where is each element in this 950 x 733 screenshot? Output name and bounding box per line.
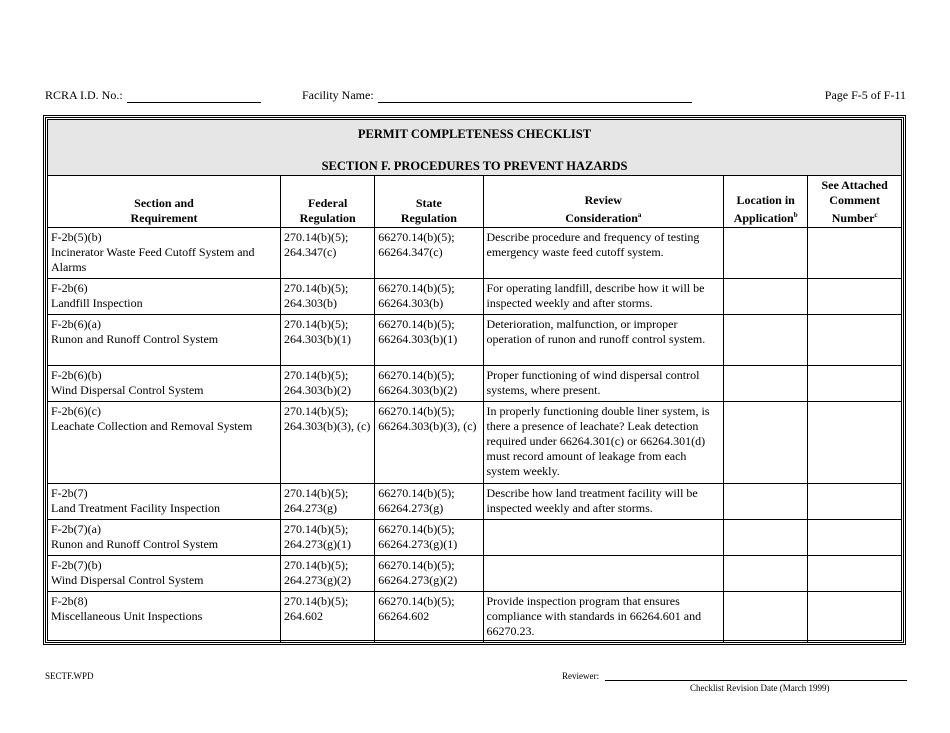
rcra-id-field bbox=[45, 88, 261, 103]
state-regulation-cell: 66270.14(b)(5); 66264.273(g)(1) bbox=[375, 520, 483, 556]
section-requirement-cell bbox=[48, 228, 281, 279]
state-regulation-cell: 66270.14(b)(5); 66264.303(b)(3), (c) bbox=[375, 402, 483, 484]
section-requirement-cell bbox=[48, 315, 281, 366]
comment-number-cell[interactable] bbox=[808, 279, 901, 315]
col-state-regulation: State Regulation bbox=[375, 176, 483, 228]
requirement-text: Land Treatment Facility Inspection bbox=[51, 501, 220, 515]
state-regulation-cell: 66270.14(b)(5); 66264.273(g)(2) bbox=[375, 556, 483, 592]
federal-regulation-cell: 270.14(b)(5); 264.303(b)(1) bbox=[281, 315, 375, 366]
location-in-application-cell[interactable] bbox=[724, 315, 808, 366]
section-requirement-cell bbox=[48, 279, 281, 315]
title-band bbox=[48, 120, 901, 176]
review-consideration-cell: Proper functioning of wind dispersal control systems, where present. bbox=[483, 366, 724, 402]
section-requirement-cell bbox=[48, 484, 281, 520]
comment-number-cell[interactable] bbox=[808, 520, 901, 556]
section-code: F-2b(6)(b) bbox=[51, 368, 102, 382]
section-code: F-2b(6)(a) bbox=[51, 317, 101, 331]
table-row bbox=[48, 402, 901, 484]
table-row bbox=[48, 520, 901, 556]
location-in-application-cell[interactable] bbox=[724, 556, 808, 592]
section-requirement-cell bbox=[48, 366, 281, 402]
reviewer-blank[interactable] bbox=[605, 672, 907, 681]
page-number: Page F-5 of F-11 bbox=[824, 88, 906, 102]
location-in-application-cell[interactable] bbox=[724, 366, 808, 402]
federal-regulation-cell: 270.14(b)(5); 264.303(b)(3), (c) bbox=[281, 402, 375, 484]
rcra-id-blank[interactable] bbox=[127, 90, 261, 103]
requirement-text: Wind Dispersal Control System bbox=[51, 383, 204, 397]
col-comment-number: See Attached Comment Number$^c$ bbox=[808, 176, 901, 228]
state-regulation-cell: 66270.14(b)(5); 66264.602 bbox=[375, 592, 483, 643]
review-consideration-cell: In properly functioning double liner system, is there a presence of leachate? Leak detection required under 66264.301(c) or 66264.301(d) must record amount of leakage from each system weekly. bbox=[483, 402, 724, 484]
federal-regulation-cell: 270.14(b)(5); 264.347(c) bbox=[281, 228, 375, 279]
review-consideration-cell: Provide inspection program that ensures compliance with standards in 66264.601 and 66270.23. bbox=[483, 592, 724, 643]
facility-name-field bbox=[302, 88, 692, 103]
requirement-text: Incinerator Waste Feed Cutoff System and Alarms bbox=[51, 245, 255, 274]
location-in-application-cell[interactable] bbox=[724, 484, 808, 520]
requirement-text: Wind Dispersal Control System bbox=[51, 573, 204, 587]
requirement-text: Landfill Inspection bbox=[51, 296, 143, 310]
section-requirement-cell bbox=[48, 520, 281, 556]
col-federal-regulation: Federal Regulation bbox=[281, 176, 375, 228]
federal-regulation-cell: 270.14(b)(5); 264.273(g) bbox=[281, 484, 375, 520]
revision-date: Checklist Revision Date (March 1999) bbox=[690, 683, 830, 693]
table-row bbox=[48, 228, 901, 279]
file-name: SECTF.WPD bbox=[45, 671, 94, 681]
requirement-text: Runon and Runoff Control System bbox=[51, 332, 219, 346]
requirement-text: Leachate Collection and Removal System bbox=[51, 419, 253, 433]
location-in-application-cell[interactable] bbox=[724, 520, 808, 556]
comment-number-cell[interactable] bbox=[808, 402, 901, 484]
federal-regulation-cell: 270.14(b)(5); 264.602 bbox=[281, 592, 375, 643]
checklist-frame bbox=[43, 115, 906, 645]
federal-regulation-cell: 270.14(b)(5); 264.273(g)(1) bbox=[281, 520, 375, 556]
table-row bbox=[48, 484, 901, 520]
rcra-id-label: RCRA I.D. No.: bbox=[45, 88, 123, 102]
col-review-consideration: Review Consideration$^a$ bbox=[483, 176, 724, 228]
requirement-text: Miscellaneous Unit Inspections bbox=[51, 609, 203, 623]
section-code: F-2b(8) bbox=[51, 594, 88, 608]
col-location-in-application: Location in Application$^b$ bbox=[724, 176, 808, 228]
state-regulation-cell: 66270.14(b)(5); 66264.303(b)(2) bbox=[375, 366, 483, 402]
federal-regulation-cell: 270.14(b)(5); 264.303(b) bbox=[281, 279, 375, 315]
state-regulation-cell: 66270.14(b)(5); 66264.303(b) bbox=[375, 279, 483, 315]
checklist-title: PERMIT COMPLETENESS CHECKLIST bbox=[357, 127, 592, 141]
section-code: F-2b(7) bbox=[51, 486, 88, 500]
state-regulation-cell: 66270.14(b)(5); 66264.347(c) bbox=[375, 228, 483, 279]
facility-name-blank[interactable] bbox=[378, 90, 692, 103]
section-code: F-2b(7)(a) bbox=[51, 522, 101, 536]
section-requirement-cell bbox=[48, 592, 281, 643]
section-title: SECTION F. PROCEDURES TO PREVENT HAZARDS bbox=[321, 159, 628, 173]
table-row bbox=[48, 592, 901, 643]
location-in-application-cell[interactable] bbox=[724, 402, 808, 484]
col-section-requirement: Section and Requirement bbox=[48, 176, 281, 228]
comment-number-cell[interactable] bbox=[808, 484, 901, 520]
location-in-application-cell[interactable] bbox=[724, 592, 808, 643]
table-row bbox=[48, 366, 901, 402]
comment-number-cell[interactable] bbox=[808, 366, 901, 402]
facility-name-label: Facility Name: bbox=[302, 88, 374, 102]
review-consideration-cell bbox=[483, 556, 724, 592]
federal-regulation-cell: 270.14(b)(5); 264.273(g)(2) bbox=[281, 556, 375, 592]
section-code: F-2b(6) bbox=[51, 281, 88, 295]
reviewer-label: Reviewer: bbox=[562, 671, 599, 681]
comment-number-cell[interactable] bbox=[808, 228, 901, 279]
table-row bbox=[48, 556, 901, 592]
comment-number-cell[interactable] bbox=[808, 315, 901, 366]
review-consideration-cell: Describe how land treatment facility will be inspected weekly and after storms. bbox=[483, 484, 724, 520]
location-in-application-cell[interactable] bbox=[724, 228, 808, 279]
table-row bbox=[48, 315, 901, 366]
section-code: F-2b(6)(c) bbox=[51, 404, 101, 418]
checklist-table bbox=[48, 176, 901, 643]
review-consideration-cell: For operating landfill, describe how it will be inspected weekly and after storms. bbox=[483, 279, 724, 315]
section-code: F-2b(7)(b) bbox=[51, 558, 102, 572]
state-regulation-cell: 66270.14(b)(5); 66264.273(g) bbox=[375, 484, 483, 520]
table-row bbox=[48, 279, 901, 315]
location-in-application-cell[interactable] bbox=[724, 279, 808, 315]
section-code: F-2b(5)(b) bbox=[51, 230, 102, 244]
review-consideration-cell bbox=[483, 520, 724, 556]
section-requirement-cell bbox=[48, 556, 281, 592]
reviewer-field bbox=[562, 671, 907, 681]
comment-number-cell[interactable] bbox=[808, 556, 901, 592]
federal-regulation-cell: 270.14(b)(5); 264.303(b)(2) bbox=[281, 366, 375, 402]
state-regulation-cell: 66270.14(b)(5); 66264.303(b)(1) bbox=[375, 315, 483, 366]
checklist-inner bbox=[47, 119, 902, 641]
review-consideration-cell: Describe procedure and frequency of testing emergency waste feed cutoff system. bbox=[483, 228, 724, 279]
table-header-row bbox=[48, 176, 901, 228]
review-consideration-cell: Deterioration, malfunction, or improper operation of runon and runoff control system. bbox=[483, 315, 724, 366]
comment-number-cell[interactable] bbox=[808, 592, 901, 643]
section-requirement-cell bbox=[48, 402, 281, 484]
requirement-text: Runon and Runoff Control System bbox=[51, 537, 219, 551]
